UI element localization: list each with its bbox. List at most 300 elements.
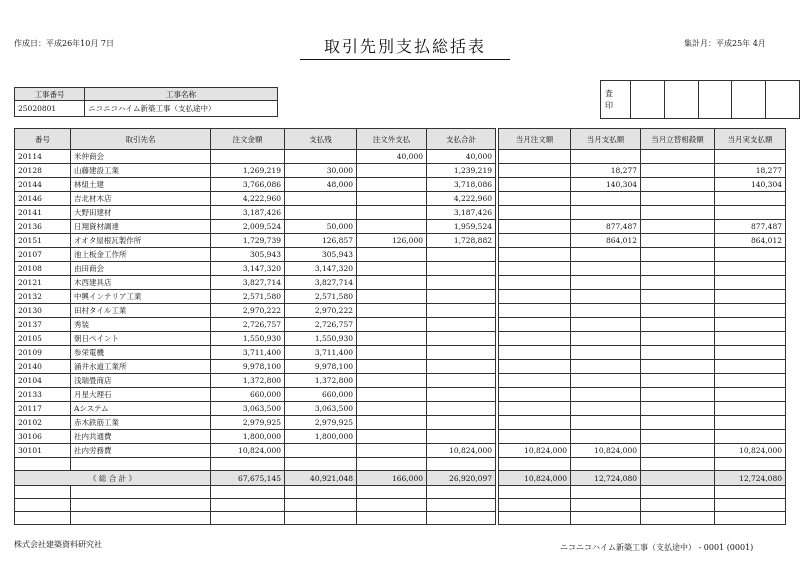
extra-payment bbox=[357, 164, 427, 178]
extra-payment bbox=[357, 402, 427, 416]
month-offset bbox=[641, 290, 715, 304]
month-payment: 140,304 bbox=[571, 178, 641, 192]
month-order bbox=[499, 192, 571, 206]
empty-cell bbox=[211, 512, 285, 525]
month-payment bbox=[571, 346, 641, 360]
column-header: 支払残 bbox=[285, 129, 357, 150]
vendor-name: 涌井水道工業所 bbox=[71, 360, 211, 374]
month-offset bbox=[641, 346, 715, 360]
month-offset bbox=[641, 332, 715, 346]
total-row bbox=[499, 471, 786, 486]
vendor-name: 参栄電機 bbox=[71, 346, 211, 360]
vendor-name: 浅瑞畳商店 bbox=[71, 374, 211, 388]
unpaid-balance: 2,970,222 bbox=[285, 304, 357, 318]
extra-payment bbox=[357, 318, 427, 332]
vendor-name: 木西建具店 bbox=[71, 276, 211, 290]
extra-payment: 126,000 bbox=[357, 234, 427, 248]
extra-payment bbox=[357, 374, 427, 388]
row-number: 30106 bbox=[15, 430, 71, 444]
row-number: 20132 bbox=[15, 290, 71, 304]
empty-cell bbox=[357, 499, 427, 512]
extra-payment bbox=[357, 276, 427, 290]
unpaid-balance: 48,000 bbox=[285, 178, 357, 192]
empty-cell bbox=[357, 458, 427, 471]
payment-total bbox=[427, 388, 496, 402]
month-actual-payment: 10,824,000 bbox=[715, 444, 786, 458]
month-order bbox=[499, 220, 571, 234]
month-payment bbox=[571, 276, 641, 290]
month-order bbox=[499, 276, 571, 290]
month-order bbox=[499, 346, 571, 360]
extra-payment bbox=[357, 332, 427, 346]
empty-cell bbox=[499, 499, 571, 512]
order-amount: 3,711,400 bbox=[211, 346, 285, 360]
order-amount: 3,063,500 bbox=[211, 402, 285, 416]
blank-row bbox=[15, 486, 496, 499]
extra-payment bbox=[357, 416, 427, 430]
empty-cell bbox=[427, 499, 496, 512]
month-payment bbox=[571, 150, 641, 164]
month-actual-payment bbox=[715, 150, 786, 164]
table-row bbox=[499, 402, 786, 416]
row-number: 20140 bbox=[15, 360, 71, 374]
payment-total bbox=[427, 402, 496, 416]
payment-total bbox=[427, 346, 496, 360]
month-offset bbox=[641, 402, 715, 416]
payment-total bbox=[427, 276, 496, 290]
table-row bbox=[499, 360, 786, 374]
month-offset bbox=[641, 416, 715, 430]
month-payment bbox=[571, 290, 641, 304]
table-row bbox=[499, 346, 786, 360]
table-row bbox=[15, 150, 496, 164]
total-value: 26,920,097 bbox=[427, 471, 496, 486]
table-row bbox=[15, 248, 496, 262]
koji-info-table bbox=[14, 87, 278, 117]
extra-payment bbox=[357, 444, 427, 458]
month-payment: 10,824,000 bbox=[571, 444, 641, 458]
vendor-name: 赤木鉄筋工業 bbox=[71, 416, 211, 430]
order-amount: 3,187,426 bbox=[211, 206, 285, 220]
month-offset bbox=[641, 248, 715, 262]
table-row bbox=[499, 234, 786, 248]
table-row bbox=[15, 346, 496, 360]
monthly-table bbox=[498, 128, 786, 525]
month-order bbox=[499, 150, 571, 164]
stamp-label: 査 印 bbox=[601, 81, 631, 119]
order-amount: 660,000 bbox=[211, 388, 285, 402]
payment-total bbox=[427, 248, 496, 262]
payment-total: 40,000 bbox=[427, 150, 496, 164]
stamp-cell bbox=[631, 81, 665, 119]
extra-payment bbox=[357, 262, 427, 276]
order-amount: 2,970,222 bbox=[211, 304, 285, 318]
unpaid-balance: 30,000 bbox=[285, 164, 357, 178]
total-value: 40,921,048 bbox=[285, 471, 357, 486]
month-payment bbox=[571, 374, 641, 388]
empty-cell bbox=[15, 512, 71, 525]
empty-cell bbox=[641, 512, 715, 525]
month-offset bbox=[641, 192, 715, 206]
month-offset bbox=[641, 374, 715, 388]
order-amount: 2,979,925 bbox=[211, 416, 285, 430]
month-order bbox=[499, 206, 571, 220]
table-row bbox=[499, 276, 786, 290]
unpaid-balance: 126,857 bbox=[285, 234, 357, 248]
table-row bbox=[15, 318, 496, 332]
row-number: 20105 bbox=[15, 332, 71, 346]
unpaid-balance: 2,979,925 bbox=[285, 416, 357, 430]
empty-cell bbox=[15, 486, 71, 499]
table-row bbox=[15, 262, 496, 276]
month-payment bbox=[571, 430, 641, 444]
empty-cell bbox=[71, 512, 211, 525]
total-value bbox=[641, 471, 715, 486]
month-offset bbox=[641, 276, 715, 290]
vendor-name: 社内共通費 bbox=[71, 430, 211, 444]
empty-cell bbox=[715, 458, 786, 471]
total-value: 12,724,080 bbox=[715, 471, 786, 486]
payment-total bbox=[427, 360, 496, 374]
table-row bbox=[15, 290, 496, 304]
order-amount: 1,800,000 bbox=[211, 430, 285, 444]
month-payment bbox=[571, 206, 641, 220]
row-number: 20104 bbox=[15, 374, 71, 388]
month-actual-payment: 140,304 bbox=[715, 178, 786, 192]
table-row bbox=[499, 220, 786, 234]
column-header: 支払合計 bbox=[427, 129, 496, 150]
month-payment bbox=[571, 248, 641, 262]
table-row bbox=[15, 220, 496, 234]
vendor-name: 日翔資材調達 bbox=[71, 220, 211, 234]
month-payment bbox=[571, 304, 641, 318]
column-header: 当月支払額 bbox=[571, 129, 641, 150]
month-offset bbox=[641, 360, 715, 374]
row-number: 20144 bbox=[15, 178, 71, 192]
koji-no-header: 工事番号 bbox=[15, 88, 85, 101]
empty-cell bbox=[499, 512, 571, 525]
month-actual-payment: 18,277 bbox=[715, 164, 786, 178]
vendor-name: Aシステム bbox=[71, 402, 211, 416]
approval-stamp-box bbox=[600, 80, 800, 119]
month-actual-payment bbox=[715, 206, 786, 220]
empty-cell bbox=[357, 486, 427, 499]
order-amount: 3,147,320 bbox=[211, 262, 285, 276]
extra-payment bbox=[357, 220, 427, 234]
order-amount: 10,824,000 bbox=[211, 444, 285, 458]
extra-payment bbox=[357, 304, 427, 318]
payment-total bbox=[427, 374, 496, 388]
order-amount: 2,726,757 bbox=[211, 318, 285, 332]
payment-total: 4,222,960 bbox=[427, 192, 496, 206]
table-row bbox=[15, 416, 496, 430]
empty-cell bbox=[71, 486, 211, 499]
unpaid-balance bbox=[285, 444, 357, 458]
total-value: 67,675,145 bbox=[211, 471, 285, 486]
month-actual-payment bbox=[715, 360, 786, 374]
table-row bbox=[15, 388, 496, 402]
column-header: 取引先名 bbox=[71, 129, 211, 150]
table-row bbox=[499, 150, 786, 164]
unpaid-balance: 2,571,580 bbox=[285, 290, 357, 304]
payment-total bbox=[427, 430, 496, 444]
order-amount: 2,571,580 bbox=[211, 290, 285, 304]
order-amount bbox=[211, 150, 285, 164]
month-payment bbox=[571, 192, 641, 206]
payment-total: 1,239,219 bbox=[427, 164, 496, 178]
blank-row bbox=[499, 458, 786, 471]
unpaid-balance: 9,978,100 bbox=[285, 360, 357, 374]
unpaid-balance: 1,550,930 bbox=[285, 332, 357, 346]
unpaid-balance: 3,711,400 bbox=[285, 346, 357, 360]
month-offset bbox=[641, 430, 715, 444]
empty-cell bbox=[427, 512, 496, 525]
month-actual-payment bbox=[715, 262, 786, 276]
empty-cell bbox=[285, 486, 357, 499]
month-payment bbox=[571, 318, 641, 332]
row-number: 20137 bbox=[15, 318, 71, 332]
payment-total bbox=[427, 318, 496, 332]
total-row bbox=[15, 471, 496, 486]
order-amount: 3,766,086 bbox=[211, 178, 285, 192]
vendor-name: 田村タイル工業 bbox=[71, 304, 211, 318]
table-row bbox=[15, 332, 496, 346]
month-actual-payment bbox=[715, 346, 786, 360]
payment-total bbox=[427, 262, 496, 276]
payment-total: 3,718,086 bbox=[427, 178, 496, 192]
column-header: 当月注文額 bbox=[499, 129, 571, 150]
empty-cell bbox=[499, 458, 571, 471]
column-header: 注文外支払 bbox=[357, 129, 427, 150]
vendor-name: 中興インテリア工業 bbox=[71, 290, 211, 304]
total-label: 《 総 合 計 》 bbox=[15, 471, 211, 486]
koji-name: ニコニコハイム新築工事（支払途中） bbox=[85, 101, 278, 117]
month-actual-payment bbox=[715, 248, 786, 262]
total-value: 10,824,000 bbox=[499, 471, 571, 486]
unpaid-balance: 3,063,500 bbox=[285, 402, 357, 416]
month-actual-payment bbox=[715, 374, 786, 388]
month-payment bbox=[571, 332, 641, 346]
column-header: 注文金額 bbox=[211, 129, 285, 150]
month-payment bbox=[571, 416, 641, 430]
table-row bbox=[499, 332, 786, 346]
row-number: 20109 bbox=[15, 346, 71, 360]
row-number: 20108 bbox=[15, 262, 71, 276]
table-row bbox=[15, 178, 496, 192]
month-actual-payment bbox=[715, 402, 786, 416]
month-order bbox=[499, 248, 571, 262]
month-offset bbox=[641, 164, 715, 178]
unpaid-balance bbox=[285, 206, 357, 220]
month-payment bbox=[571, 262, 641, 276]
empty-cell bbox=[427, 486, 496, 499]
table-row bbox=[499, 430, 786, 444]
row-number: 20146 bbox=[15, 192, 71, 206]
vendor-name: 米仲商会 bbox=[71, 150, 211, 164]
empty-cell bbox=[641, 458, 715, 471]
month-actual-payment bbox=[715, 318, 786, 332]
month-actual-payment: 864,012 bbox=[715, 234, 786, 248]
table-row bbox=[499, 206, 786, 220]
month-payment bbox=[571, 360, 641, 374]
vendor-name: 吉北材木店 bbox=[71, 192, 211, 206]
month-order bbox=[499, 360, 571, 374]
empty-cell bbox=[211, 499, 285, 512]
table-row bbox=[499, 192, 786, 206]
unpaid-balance: 305,943 bbox=[285, 248, 357, 262]
order-amount: 1,729,739 bbox=[211, 234, 285, 248]
month-offset bbox=[641, 234, 715, 248]
unpaid-balance bbox=[285, 150, 357, 164]
blank-row bbox=[499, 512, 786, 525]
empty-cell bbox=[285, 458, 357, 471]
month-order bbox=[499, 234, 571, 248]
table-row bbox=[499, 248, 786, 262]
month-offset bbox=[641, 206, 715, 220]
month-order bbox=[499, 430, 571, 444]
month-order bbox=[499, 262, 571, 276]
month-offset bbox=[641, 150, 715, 164]
extra-payment bbox=[357, 430, 427, 444]
row-number: 20133 bbox=[15, 388, 71, 402]
blank-row bbox=[15, 458, 496, 471]
month-order bbox=[499, 318, 571, 332]
table-row bbox=[15, 374, 496, 388]
row-number: 20102 bbox=[15, 416, 71, 430]
month-offset bbox=[641, 178, 715, 192]
stamp-cell bbox=[732, 81, 766, 119]
table-row bbox=[15, 304, 496, 318]
month-payment: 877,487 bbox=[571, 220, 641, 234]
extra-payment bbox=[357, 206, 427, 220]
empty-cell bbox=[285, 512, 357, 525]
empty-cell bbox=[571, 499, 641, 512]
month-order: 10,824,000 bbox=[499, 444, 571, 458]
stamp-cell bbox=[766, 81, 800, 119]
blank-row bbox=[15, 512, 496, 525]
vendor-name: オオタ屋根瓦製作所 bbox=[71, 234, 211, 248]
month-offset bbox=[641, 220, 715, 234]
row-number: 20151 bbox=[15, 234, 71, 248]
empty-cell bbox=[427, 458, 496, 471]
vendor-name: 由田商会 bbox=[71, 262, 211, 276]
month-actual-payment bbox=[715, 290, 786, 304]
table-row bbox=[15, 164, 496, 178]
total-value: 12,724,080 bbox=[571, 471, 641, 486]
unpaid-balance: 1,372,800 bbox=[285, 374, 357, 388]
vendor-name: 林組土建 bbox=[71, 178, 211, 192]
table-row bbox=[15, 360, 496, 374]
month-offset bbox=[641, 388, 715, 402]
month-actual-payment bbox=[715, 388, 786, 402]
table-row bbox=[499, 416, 786, 430]
extra-payment bbox=[357, 290, 427, 304]
month-order bbox=[499, 332, 571, 346]
extra-payment bbox=[357, 192, 427, 206]
table-row bbox=[15, 430, 496, 444]
extra-payment bbox=[357, 248, 427, 262]
extra-payment bbox=[357, 388, 427, 402]
month-actual-payment bbox=[715, 276, 786, 290]
month-order bbox=[499, 416, 571, 430]
month-order bbox=[499, 374, 571, 388]
row-number: 20117 bbox=[15, 402, 71, 416]
table-row bbox=[499, 164, 786, 178]
company-name: 株式会社建築資料研究社 bbox=[14, 540, 102, 549]
unpaid-balance: 1,800,000 bbox=[285, 430, 357, 444]
unpaid-balance: 50,000 bbox=[285, 220, 357, 234]
empty-cell bbox=[357, 512, 427, 525]
month-actual-payment: 877,487 bbox=[715, 220, 786, 234]
blank-row bbox=[499, 499, 786, 512]
stamp-cell bbox=[665, 81, 699, 119]
vendor-name: 朝日ペイント bbox=[71, 332, 211, 346]
created-date: 作成日：平成26年10月 7日 bbox=[14, 39, 114, 48]
vendor-name: 月星大理石 bbox=[71, 388, 211, 402]
month-payment: 18,277 bbox=[571, 164, 641, 178]
order-amount: 1,550,930 bbox=[211, 332, 285, 346]
empty-cell bbox=[71, 499, 211, 512]
vendor-name: 大野田建材 bbox=[71, 206, 211, 220]
stamp-cell bbox=[698, 81, 732, 119]
extra-payment: 40,000 bbox=[357, 150, 427, 164]
vendor-name: 池上板金工作所 bbox=[71, 248, 211, 262]
row-number: 20128 bbox=[15, 164, 71, 178]
table-row bbox=[499, 262, 786, 276]
column-header: 当月実支払額 bbox=[715, 129, 786, 150]
extra-payment bbox=[357, 178, 427, 192]
extra-payment bbox=[357, 346, 427, 360]
month-actual-payment bbox=[715, 332, 786, 346]
table-row bbox=[15, 234, 496, 248]
empty-cell bbox=[571, 486, 641, 499]
empty-cell bbox=[571, 512, 641, 525]
total-value: 166,000 bbox=[357, 471, 427, 486]
extra-payment bbox=[357, 360, 427, 374]
month-order bbox=[499, 164, 571, 178]
row-number: 20130 bbox=[15, 304, 71, 318]
month-payment bbox=[571, 388, 641, 402]
payment-table bbox=[14, 128, 496, 525]
table-row bbox=[15, 276, 496, 290]
month-offset bbox=[641, 318, 715, 332]
row-number: 20114 bbox=[15, 150, 71, 164]
empty-cell bbox=[211, 458, 285, 471]
period-label: 集計月：平成25年 4月 bbox=[684, 39, 766, 48]
month-order bbox=[499, 304, 571, 318]
footer-page-info: ニコニコハイム新築工事（支払途中） - 0001 (0001) bbox=[560, 543, 754, 552]
empty-cell bbox=[211, 486, 285, 499]
table-row bbox=[499, 178, 786, 192]
empty-cell bbox=[285, 499, 357, 512]
row-number: 20121 bbox=[15, 276, 71, 290]
month-order bbox=[499, 178, 571, 192]
payment-total: 10,824,000 bbox=[427, 444, 496, 458]
unpaid-balance: 3,147,320 bbox=[285, 262, 357, 276]
month-payment: 864,012 bbox=[571, 234, 641, 248]
order-amount: 2,009,524 bbox=[211, 220, 285, 234]
month-order bbox=[499, 402, 571, 416]
table-row bbox=[15, 444, 496, 458]
month-actual-payment bbox=[715, 416, 786, 430]
table-row bbox=[15, 402, 496, 416]
month-offset bbox=[641, 444, 715, 458]
month-order bbox=[499, 388, 571, 402]
empty-cell bbox=[715, 512, 786, 525]
order-amount: 3,827,714 bbox=[211, 276, 285, 290]
vendor-name: 社内労務費 bbox=[71, 444, 211, 458]
vendor-name: 秀装 bbox=[71, 318, 211, 332]
